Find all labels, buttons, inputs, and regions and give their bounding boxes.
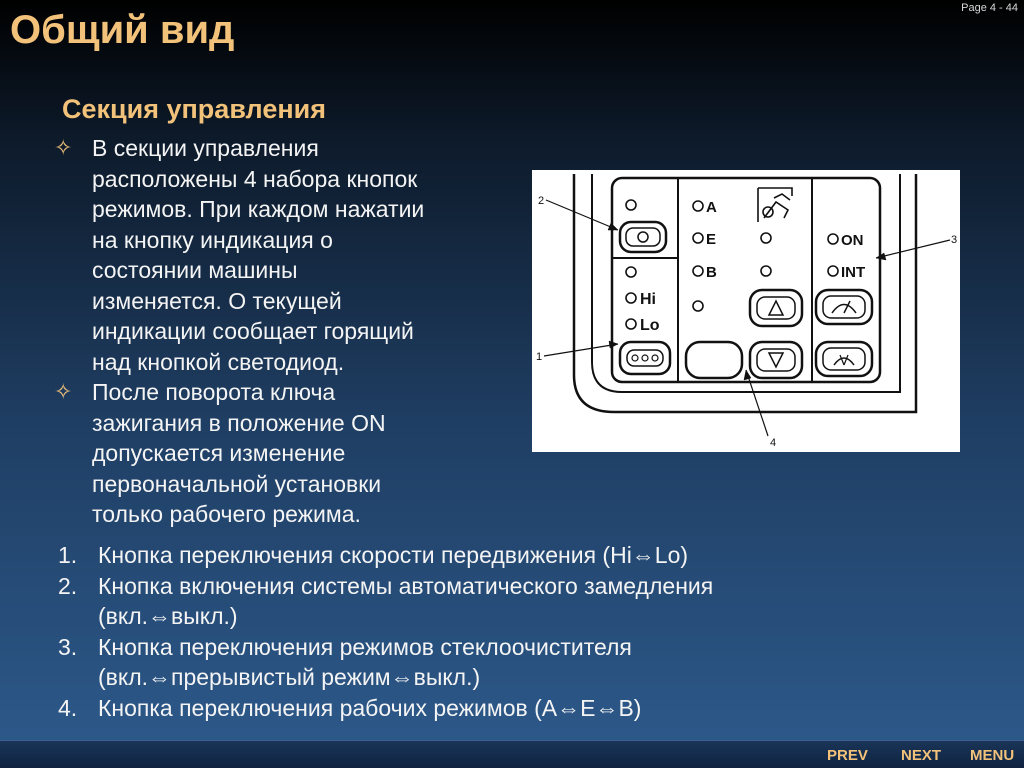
prev-button[interactable]: PREV <box>827 747 868 764</box>
list-item: 1. Кнопка переключения скорости передвижения (Hi⇔Lo) <box>58 542 689 568</box>
speed-label-hi: Hi <box>640 291 656 308</box>
numbered-list <box>58 540 998 723</box>
control-panel-drawing <box>532 170 960 452</box>
section-subtitle: Секция управления <box>62 94 327 124</box>
list-item: 2. Кнопка включения системы автоматического замедления (вкл.⇔выкл.) <box>58 572 714 629</box>
mode-label-b: B <box>706 264 717 281</box>
control-panel-diagram <box>532 170 960 452</box>
bullet-list <box>48 133 518 530</box>
bottom-nav-bar <box>0 740 1024 768</box>
menu-button[interactable]: MENU <box>970 747 1015 764</box>
callout-2: 2 <box>538 195 545 207</box>
bullet-item: ✧ В секции управления расположены 4 набора кнопок режимов. При каждом нажатии на кнопку индикация о состоянии машины изменяется. О текущей индикации сообщает горящий над кнопкой светодиод. <box>48 133 518 377</box>
mode-label-a: A <box>706 199 717 216</box>
page-title: Общий вид <box>10 8 235 52</box>
callout-4: 4 <box>770 437 777 449</box>
callout-1: 1 <box>536 351 543 363</box>
bullet-item: ✧ После поворота ключа зажигания в положение ON допускается изменение первоначальной установки только рабочего режима. <box>48 377 518 530</box>
work-mode-icon <box>758 188 792 222</box>
speed-label-lo: Lo <box>640 317 660 334</box>
wiper-label-int: INT <box>841 264 866 281</box>
next-button[interactable]: NEXT <box>901 747 942 764</box>
wiper-label-on: ON <box>841 232 864 249</box>
page-number: Page 4 - 44 <box>961 2 1018 14</box>
list-item: 4. Кнопка переключения рабочих режимов (A⇔E⇔B) <box>58 694 642 721</box>
sparkle-star-icon: ✧ <box>54 379 73 404</box>
mode-label-e: E <box>706 231 717 248</box>
list-item: 3. Кнопка переключения режимов стеклоочистителя (вкл.⇔прерывистый режим⇔выкл.) <box>58 633 632 690</box>
sparkle-star-icon: ✧ <box>54 135 73 160</box>
callout-3: 3 <box>951 234 958 246</box>
